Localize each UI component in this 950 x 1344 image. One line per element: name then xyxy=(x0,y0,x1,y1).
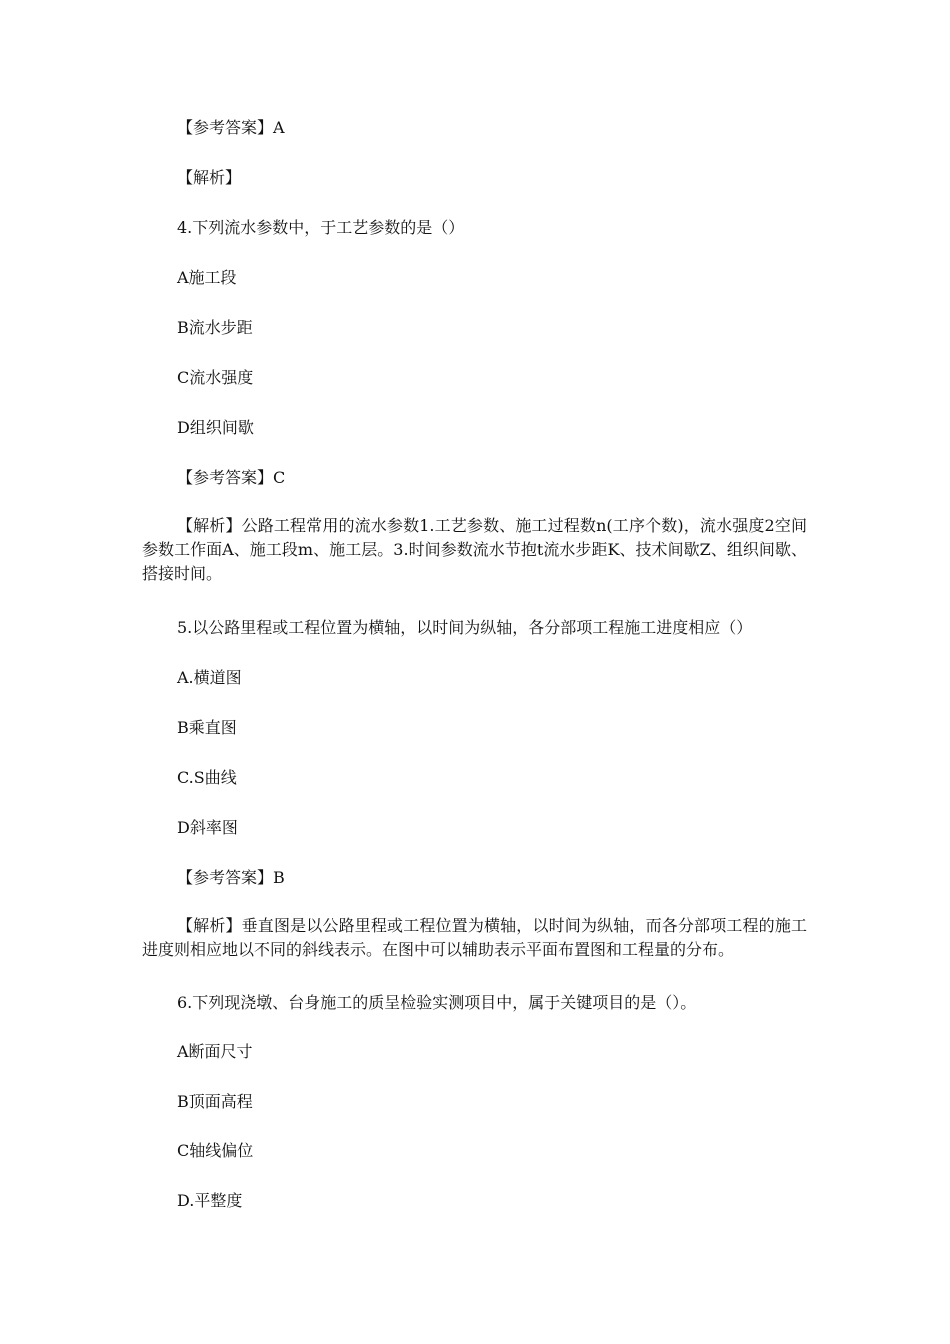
q6-option-c: C轴线偏位 xyxy=(177,1141,254,1160)
analysis-q4: 【解析】公路工程常用的流水参数1.工艺参数、施工过程数n(工序个数)，流水强度2空间参数工作面A、施工段m、施工层。3.时间参数流水节抱t流水步距K、技术间歇Z、组织间歇、搭接时间。 xyxy=(142,516,807,583)
q4-option-b: B流水步距 xyxy=(177,318,253,337)
q6-option-a: A断面尺寸 xyxy=(177,1042,253,1061)
answer-q4: 【参考答案】C xyxy=(177,468,286,487)
analysis-q5: 【解析】垂直图是以公路里程或工程位置为横轴，以时间为纵轴，而各分部项工程的施工进度则相应地以不同的斜线表示。在图中可以辅助表示平面布置图和工程量的分布。 xyxy=(142,916,807,959)
q5-option-d: D斜率图 xyxy=(177,818,238,837)
q4-option-d: D组织间歇 xyxy=(177,418,254,437)
question-5: 5.以公路里程或工程位置为横轴，以时间为纵轴，各分部项工程施工进度相应（） xyxy=(177,618,753,637)
question-6: 6.下列现浇墩、台身施工的质呈检验实测项目中，属于关键项目的是（）。 xyxy=(177,993,697,1012)
answer-q3: 【参考答案】A xyxy=(177,118,285,137)
question-4: 4.下列流水参数中，于工艺参数的是（） xyxy=(177,218,465,237)
q5-option-a: A.横道图 xyxy=(177,668,242,687)
q4-option-a: A施工段 xyxy=(177,268,237,287)
q5-option-b: B乘直图 xyxy=(177,718,237,737)
q6-option-d: D.平整度 xyxy=(177,1191,243,1210)
answer-q5: 【参考答案】B xyxy=(177,868,285,887)
analysis-q3: 【解析】 xyxy=(177,168,242,187)
q5-option-c: C.S曲线 xyxy=(177,768,237,787)
q6-option-b: B顶面高程 xyxy=(177,1092,253,1111)
q4-option-c: C流水强度 xyxy=(177,368,254,387)
